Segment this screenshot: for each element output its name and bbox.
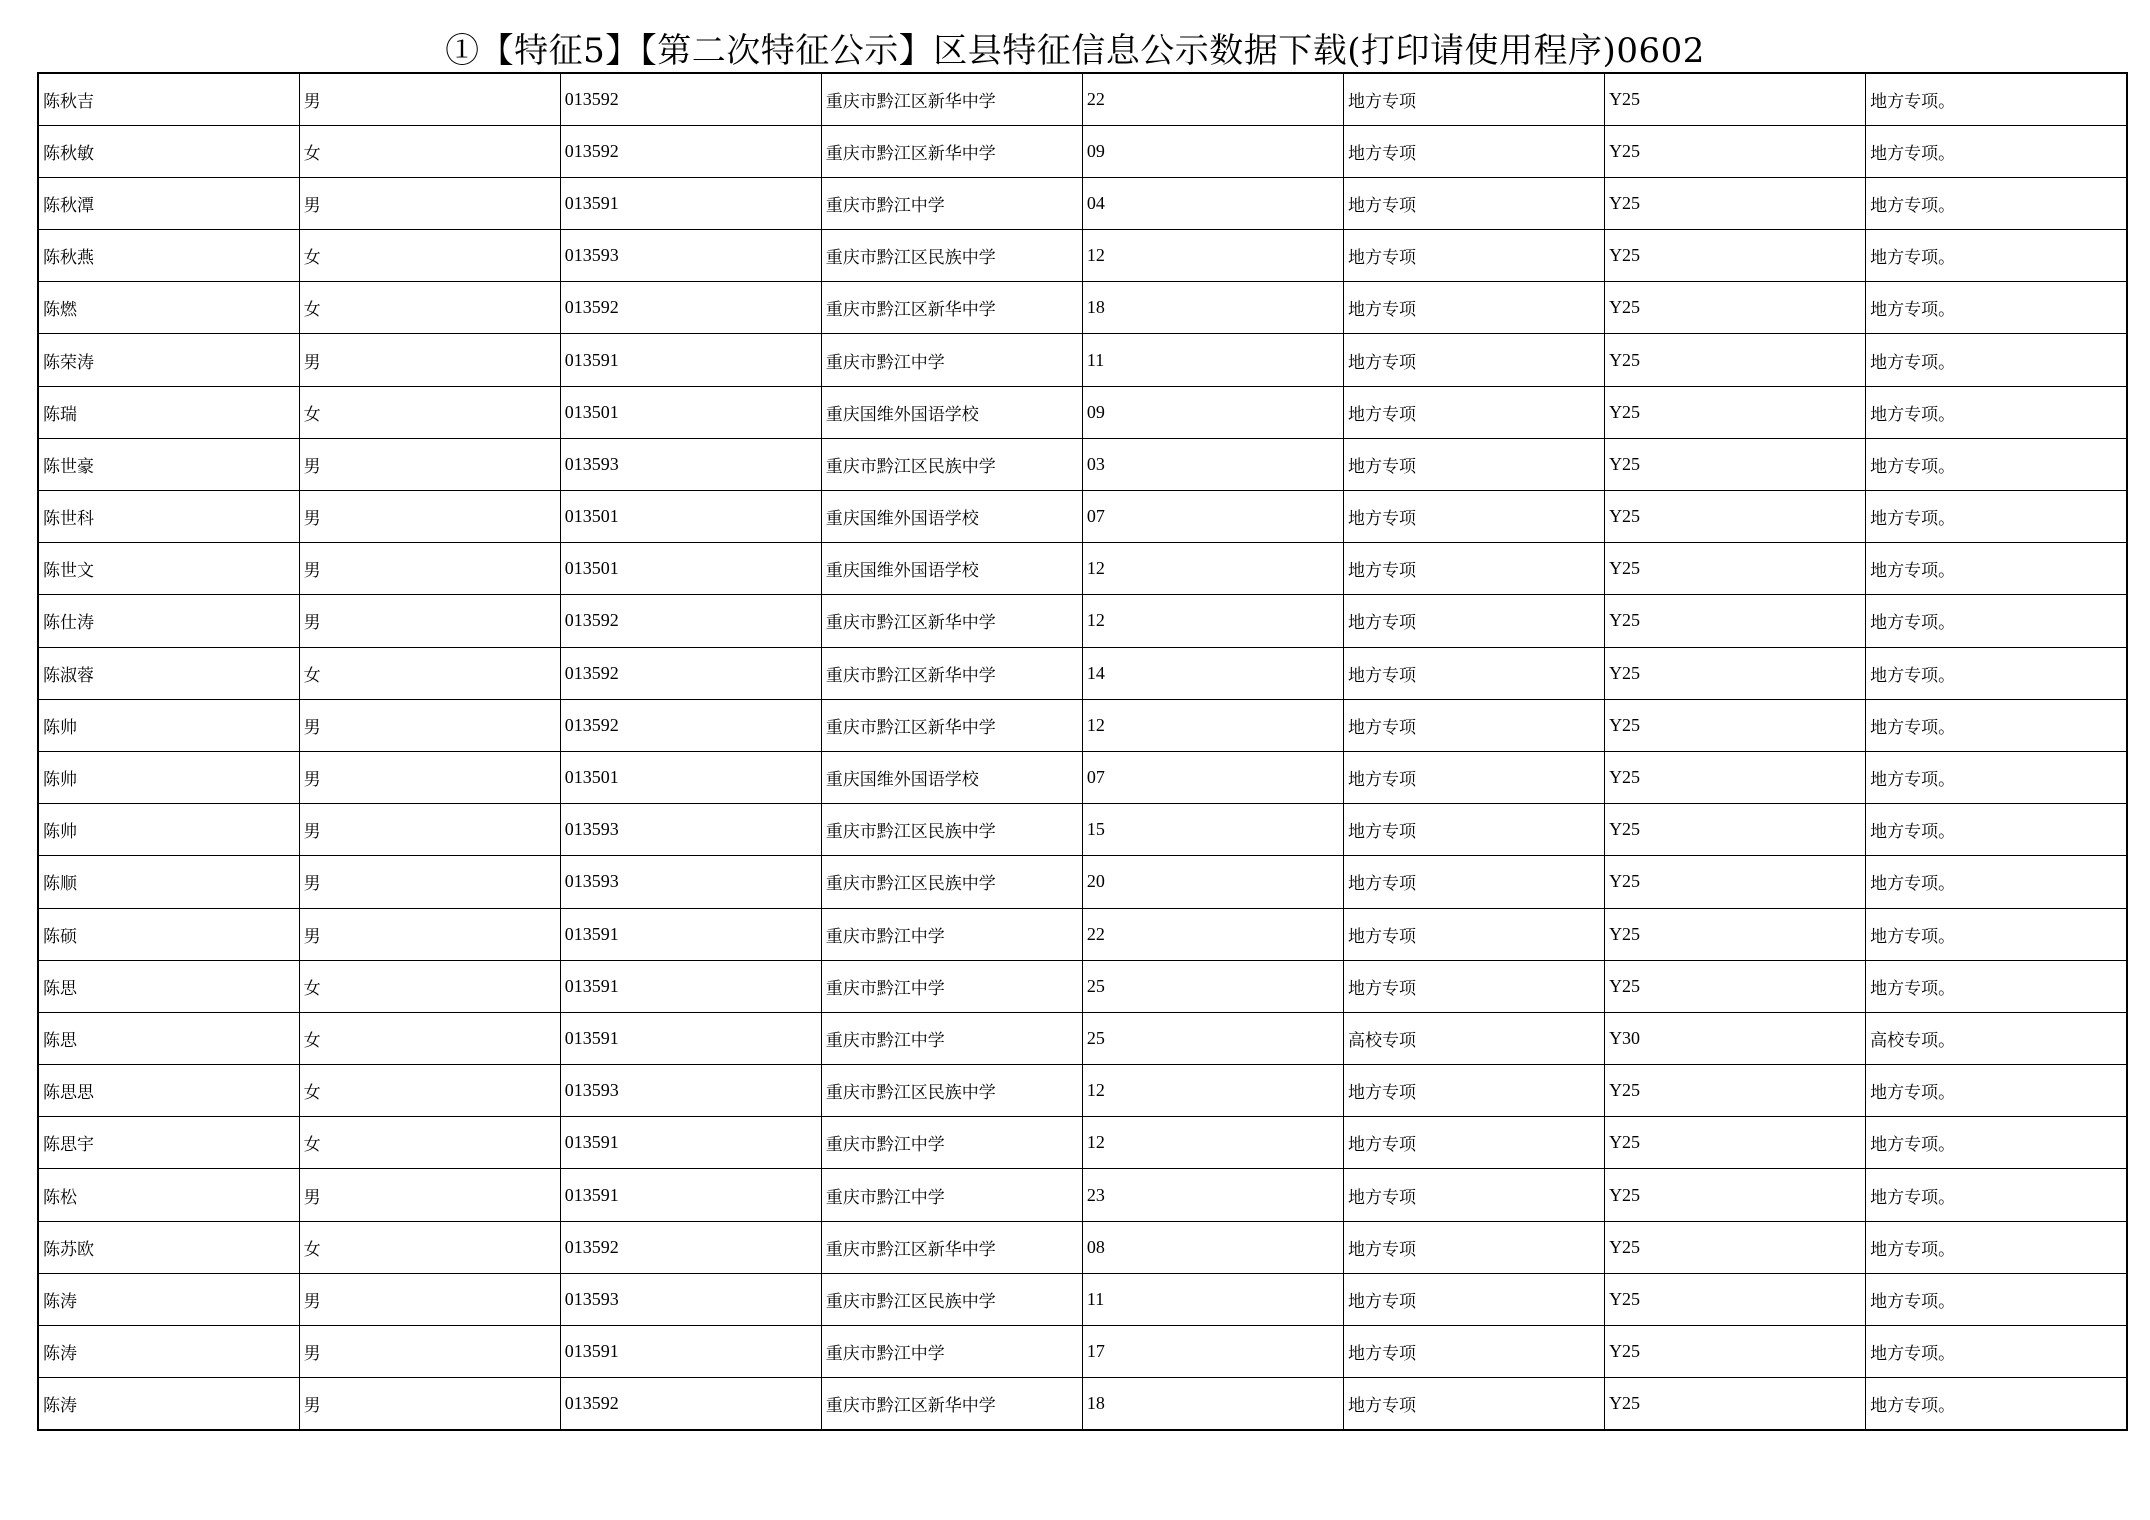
school-code-cell: 013501 (560, 543, 821, 595)
name-cell: 陈世文 (38, 543, 299, 595)
class-cell: 20 (1082, 856, 1343, 908)
table-row (38, 543, 2127, 595)
remark-cell: 地方专项。 (1866, 73, 2127, 125)
category-cell: 地方专项 (1343, 595, 1604, 647)
school-code-cell: 013593 (560, 856, 821, 908)
class-cell: 15 (1082, 804, 1343, 856)
school-code-cell: 013593 (560, 804, 821, 856)
school-name-cell: 重庆市黔江区新华中学 (821, 125, 1082, 177)
name-cell: 陈荣涛 (38, 334, 299, 386)
school-name-cell: 重庆市黔江区民族中学 (821, 804, 1082, 856)
category-cell: 地方专项 (1343, 647, 1604, 699)
name-cell: 陈涛 (38, 1378, 299, 1430)
name-cell: 陈仕涛 (38, 595, 299, 647)
class-cell: 09 (1082, 386, 1343, 438)
class-cell: 22 (1082, 908, 1343, 960)
table-row (38, 73, 2127, 125)
remark-cell: 地方专项。 (1866, 125, 2127, 177)
class-cell: 03 (1082, 438, 1343, 490)
table-row (38, 1221, 2127, 1273)
category-cell: 地方专项 (1343, 804, 1604, 856)
school-code-cell: 013501 (560, 491, 821, 543)
table-row (38, 908, 2127, 960)
remark-cell: 地方专项。 (1866, 960, 2127, 1012)
category-cell: 地方专项 (1343, 908, 1604, 960)
table-row (38, 282, 2127, 334)
name-cell: 陈涛 (38, 1273, 299, 1325)
name-cell: 陈思宇 (38, 1117, 299, 1169)
category-cell: 地方专项 (1343, 699, 1604, 751)
category-cell: 地方专项 (1343, 491, 1604, 543)
code-cell: Y25 (1605, 960, 1866, 1012)
school-name-cell: 重庆市黔江区新华中学 (821, 1378, 1082, 1430)
table-row (38, 1273, 2127, 1325)
gender-cell: 男 (299, 751, 560, 803)
school-name-cell: 重庆市黔江区民族中学 (821, 1273, 1082, 1325)
code-cell: Y25 (1605, 125, 1866, 177)
table-row (38, 856, 2127, 908)
school-code-cell: 013592 (560, 282, 821, 334)
gender-cell: 女 (299, 230, 560, 282)
gender-cell: 女 (299, 1117, 560, 1169)
name-cell: 陈世豪 (38, 438, 299, 490)
school-code-cell: 013593 (560, 1065, 821, 1117)
gender-cell: 男 (299, 1326, 560, 1378)
school-name-cell: 重庆市黔江中学 (821, 177, 1082, 229)
category-cell: 高校专项 (1343, 1012, 1604, 1064)
class-cell: 12 (1082, 699, 1343, 751)
class-cell: 12 (1082, 595, 1343, 647)
code-cell: Y30 (1605, 1012, 1866, 1064)
table-row (38, 334, 2127, 386)
class-cell: 12 (1082, 1065, 1343, 1117)
gender-cell: 男 (299, 699, 560, 751)
school-name-cell: 重庆市黔江区新华中学 (821, 73, 1082, 125)
name-cell: 陈秋燕 (38, 230, 299, 282)
school-name-cell: 重庆市黔江区民族中学 (821, 1065, 1082, 1117)
table-row (38, 230, 2127, 282)
remark-cell: 地方专项。 (1866, 1117, 2127, 1169)
name-cell: 陈世科 (38, 491, 299, 543)
school-name-cell: 重庆国维外国语学校 (821, 543, 1082, 595)
remark-cell: 地方专项。 (1866, 647, 2127, 699)
category-cell: 地方专项 (1343, 751, 1604, 803)
gender-cell: 男 (299, 438, 560, 490)
name-cell: 陈顺 (38, 856, 299, 908)
school-name-cell: 重庆市黔江中学 (821, 960, 1082, 1012)
school-code-cell: 013592 (560, 73, 821, 125)
table-row (38, 1326, 2127, 1378)
school-name-cell: 重庆国维外国语学校 (821, 751, 1082, 803)
school-code-cell: 013593 (560, 230, 821, 282)
gender-cell: 男 (299, 1273, 560, 1325)
gender-cell: 男 (299, 908, 560, 960)
school-code-cell: 013591 (560, 1117, 821, 1169)
name-cell: 陈秋潭 (38, 177, 299, 229)
class-cell: 18 (1082, 282, 1343, 334)
table-row (38, 1012, 2127, 1064)
category-cell: 地方专项 (1343, 177, 1604, 229)
class-cell: 22 (1082, 73, 1343, 125)
code-cell: Y25 (1605, 491, 1866, 543)
school-code-cell: 013501 (560, 386, 821, 438)
class-cell: 04 (1082, 177, 1343, 229)
class-cell: 18 (1082, 1378, 1343, 1430)
name-cell: 陈淑蓉 (38, 647, 299, 699)
school-code-cell: 013593 (560, 1273, 821, 1325)
code-cell: Y25 (1605, 1273, 1866, 1325)
category-cell: 地方专项 (1343, 1117, 1604, 1169)
remark-cell: 地方专项。 (1866, 1221, 2127, 1273)
class-cell: 23 (1082, 1169, 1343, 1221)
school-code-cell: 013592 (560, 647, 821, 699)
school-name-cell: 重庆市黔江中学 (821, 1326, 1082, 1378)
table-row (38, 1117, 2127, 1169)
school-name-cell: 重庆市黔江区民族中学 (821, 438, 1082, 490)
category-cell: 地方专项 (1343, 125, 1604, 177)
school-name-cell: 重庆国维外国语学校 (821, 491, 1082, 543)
category-cell: 地方专项 (1343, 1065, 1604, 1117)
category-cell: 地方专项 (1343, 543, 1604, 595)
school-code-cell: 013593 (560, 438, 821, 490)
school-name-cell: 重庆市黔江区新华中学 (821, 595, 1082, 647)
remark-cell: 地方专项。 (1866, 856, 2127, 908)
class-cell: 11 (1082, 334, 1343, 386)
code-cell: Y25 (1605, 73, 1866, 125)
class-cell: 25 (1082, 1012, 1343, 1064)
code-cell: Y25 (1605, 751, 1866, 803)
table-row (38, 751, 2127, 803)
remark-cell: 地方专项。 (1866, 1169, 2127, 1221)
school-code-cell: 013591 (560, 960, 821, 1012)
table-row (38, 960, 2127, 1012)
name-cell: 陈苏欧 (38, 1221, 299, 1273)
school-code-cell: 013591 (560, 908, 821, 960)
code-cell: Y25 (1605, 386, 1866, 438)
remark-cell: 地方专项。 (1866, 595, 2127, 647)
code-cell: Y25 (1605, 647, 1866, 699)
gender-cell: 男 (299, 334, 560, 386)
code-cell: Y25 (1605, 1065, 1866, 1117)
school-name-cell: 重庆市黔江中学 (821, 908, 1082, 960)
gender-cell: 男 (299, 595, 560, 647)
category-cell: 地方专项 (1343, 1273, 1604, 1325)
code-cell: Y25 (1605, 1169, 1866, 1221)
name-cell: 陈燃 (38, 282, 299, 334)
gender-cell: 女 (299, 647, 560, 699)
table-row (38, 595, 2127, 647)
remark-cell: 地方专项。 (1866, 334, 2127, 386)
data-table (37, 72, 2128, 1431)
school-name-cell: 重庆市黔江区新华中学 (821, 647, 1082, 699)
code-cell: Y25 (1605, 699, 1866, 751)
remark-cell: 地方专项。 (1866, 751, 2127, 803)
school-code-cell: 013592 (560, 699, 821, 751)
school-name-cell: 重庆市黔江区民族中学 (821, 230, 1082, 282)
gender-cell: 男 (299, 491, 560, 543)
remark-cell: 地方专项。 (1866, 1065, 2127, 1117)
table-row (38, 804, 2127, 856)
category-cell: 地方专项 (1343, 386, 1604, 438)
name-cell: 陈思 (38, 1012, 299, 1064)
code-cell: Y25 (1605, 1326, 1866, 1378)
page-title: ①【特征5】【第二次特征公示】区县特征信息公示数据下载(打印请使用程序)0602 (445, 31, 1705, 71)
table-row (38, 491, 2127, 543)
gender-cell: 女 (299, 386, 560, 438)
category-cell: 地方专项 (1343, 230, 1604, 282)
school-name-cell: 重庆市黔江区新华中学 (821, 1221, 1082, 1273)
remark-cell: 地方专项。 (1866, 491, 2127, 543)
school-code-cell: 013591 (560, 334, 821, 386)
class-cell: 14 (1082, 647, 1343, 699)
code-cell: Y25 (1605, 334, 1866, 386)
name-cell: 陈涛 (38, 1326, 299, 1378)
gender-cell: 男 (299, 73, 560, 125)
code-cell: Y25 (1605, 1221, 1866, 1273)
category-cell: 地方专项 (1343, 282, 1604, 334)
class-cell: 17 (1082, 1326, 1343, 1378)
code-cell: Y25 (1605, 177, 1866, 229)
code-cell: Y25 (1605, 804, 1866, 856)
gender-cell: 男 (299, 1169, 560, 1221)
remark-cell: 地方专项。 (1866, 1326, 2127, 1378)
school-code-cell: 013592 (560, 1221, 821, 1273)
remark-cell: 地方专项。 (1866, 908, 2127, 960)
remark-cell: 地方专项。 (1866, 282, 2127, 334)
code-cell: Y25 (1605, 1117, 1866, 1169)
school-name-cell: 重庆市黔江中学 (821, 1117, 1082, 1169)
name-cell: 陈秋敏 (38, 125, 299, 177)
class-cell: 11 (1082, 1273, 1343, 1325)
code-cell: Y25 (1605, 1378, 1866, 1430)
gender-cell: 女 (299, 282, 560, 334)
school-name-cell: 重庆市黔江区新华中学 (821, 282, 1082, 334)
code-cell: Y25 (1605, 543, 1866, 595)
category-cell: 地方专项 (1343, 1326, 1604, 1378)
gender-cell: 女 (299, 1065, 560, 1117)
class-cell: 09 (1082, 125, 1343, 177)
class-cell: 12 (1082, 1117, 1343, 1169)
remark-cell: 地方专项。 (1866, 230, 2127, 282)
gender-cell: 男 (299, 1378, 560, 1430)
school-name-cell: 重庆市黔江区新华中学 (821, 699, 1082, 751)
gender-cell: 女 (299, 1221, 560, 1273)
gender-cell: 男 (299, 804, 560, 856)
name-cell: 陈秋吉 (38, 73, 299, 125)
school-code-cell: 013592 (560, 1378, 821, 1430)
gender-cell: 男 (299, 856, 560, 908)
school-code-cell: 013591 (560, 1169, 821, 1221)
name-cell: 陈思思 (38, 1065, 299, 1117)
category-cell: 地方专项 (1343, 438, 1604, 490)
name-cell: 陈帅 (38, 699, 299, 751)
category-cell: 地方专项 (1343, 960, 1604, 1012)
class-cell: 07 (1082, 491, 1343, 543)
remark-cell: 地方专项。 (1866, 177, 2127, 229)
name-cell: 陈松 (38, 1169, 299, 1221)
category-cell: 地方专项 (1343, 1378, 1604, 1430)
name-cell: 陈瑞 (38, 386, 299, 438)
school-name-cell: 重庆市黔江中学 (821, 1012, 1082, 1064)
category-cell: 地方专项 (1343, 73, 1604, 125)
class-cell: 25 (1082, 960, 1343, 1012)
remark-cell: 高校专项。 (1866, 1012, 2127, 1064)
table-row (38, 438, 2127, 490)
category-cell: 地方专项 (1343, 856, 1604, 908)
table-row (38, 386, 2127, 438)
remark-cell: 地方专项。 (1866, 699, 2127, 751)
school-code-cell: 013591 (560, 1326, 821, 1378)
remark-cell: 地方专项。 (1866, 804, 2127, 856)
class-cell: 12 (1082, 543, 1343, 595)
code-cell: Y25 (1605, 908, 1866, 960)
school-name-cell: 重庆市黔江中学 (821, 334, 1082, 386)
category-cell: 地方专项 (1343, 1221, 1604, 1273)
school-code-cell: 013591 (560, 177, 821, 229)
school-code-cell: 013592 (560, 595, 821, 647)
table-row (38, 177, 2127, 229)
table-row (38, 647, 2127, 699)
category-cell: 地方专项 (1343, 1169, 1604, 1221)
class-cell: 12 (1082, 230, 1343, 282)
name-cell: 陈帅 (38, 751, 299, 803)
school-name-cell: 重庆国维外国语学校 (821, 386, 1082, 438)
code-cell: Y25 (1605, 595, 1866, 647)
gender-cell: 男 (299, 543, 560, 595)
gender-cell: 女 (299, 960, 560, 1012)
table-row (38, 1378, 2127, 1430)
remark-cell: 地方专项。 (1866, 1273, 2127, 1325)
school-code-cell: 013592 (560, 125, 821, 177)
table-row (38, 1065, 2127, 1117)
remark-cell: 地方专项。 (1866, 386, 2127, 438)
table-row (38, 1169, 2127, 1221)
school-code-cell: 013501 (560, 751, 821, 803)
gender-cell: 女 (299, 125, 560, 177)
table-row (38, 699, 2127, 751)
remark-cell: 地方专项。 (1866, 1378, 2127, 1430)
name-cell: 陈帅 (38, 804, 299, 856)
code-cell: Y25 (1605, 282, 1866, 334)
class-cell: 07 (1082, 751, 1343, 803)
table-body (38, 73, 2127, 1430)
code-cell: Y25 (1605, 438, 1866, 490)
gender-cell: 男 (299, 177, 560, 229)
school-name-cell: 重庆市黔江中学 (821, 1169, 1082, 1221)
category-cell: 地方专项 (1343, 334, 1604, 386)
remark-cell: 地方专项。 (1866, 543, 2127, 595)
class-cell: 08 (1082, 1221, 1343, 1273)
school-name-cell: 重庆市黔江区民族中学 (821, 856, 1082, 908)
code-cell: Y25 (1605, 230, 1866, 282)
name-cell: 陈硕 (38, 908, 299, 960)
table-row (38, 125, 2127, 177)
gender-cell: 女 (299, 1012, 560, 1064)
school-code-cell: 013591 (560, 1012, 821, 1064)
remark-cell: 地方专项。 (1866, 438, 2127, 490)
name-cell: 陈思 (38, 960, 299, 1012)
code-cell: Y25 (1605, 856, 1866, 908)
